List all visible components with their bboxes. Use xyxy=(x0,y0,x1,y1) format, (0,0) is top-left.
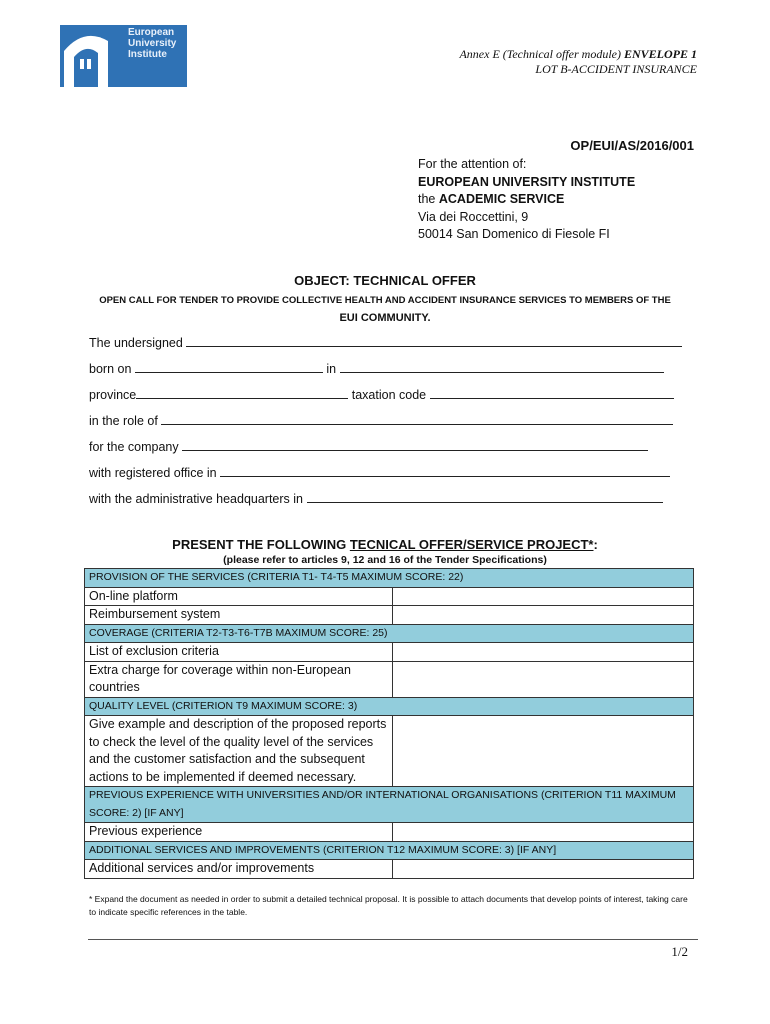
section-header: COVERAGE (CRITERIA T2-T3-T6-T7B MAXIMUM SCORE: 25) xyxy=(85,624,694,643)
row-label: List of exclusion criteria xyxy=(85,643,393,662)
row-label: Give example and description of the proposed reports to check the level of the quality level of the services and the customer satisfaction and the subsequent actions to be implemented if deemed necessary. xyxy=(85,716,393,787)
table-row xyxy=(85,587,694,606)
institution-name: EUROPEAN UNIVERSITY INSTITUTE xyxy=(418,174,636,189)
annex-envelope: ENVELOPE 1 xyxy=(623,47,697,61)
attention-line: For the attention of: xyxy=(418,157,527,171)
response-cell[interactable] xyxy=(393,587,694,606)
object-title: OBJECT: TECHNICAL OFFER xyxy=(294,273,476,288)
page-number: 1/2 xyxy=(671,944,688,959)
eui-logo xyxy=(60,25,187,87)
admin-hq-line: with the administrative headquarters in xyxy=(89,490,663,506)
technical-offer-table xyxy=(84,568,694,879)
footer-rule xyxy=(88,939,698,940)
present-heading: PRESENT THE FOLLOWING TECNICAL OFFER/SERVICE PROJECT*: xyxy=(172,537,598,552)
birth-date-field[interactable] xyxy=(135,360,323,373)
street-line: Via dei Roccettini, 9 xyxy=(418,209,529,224)
taxation-code-field[interactable] xyxy=(430,386,674,399)
role-line: in the role of xyxy=(89,412,673,428)
section-header-row xyxy=(85,787,694,823)
role-field[interactable] xyxy=(161,412,673,425)
row-label: Reimbursement system xyxy=(85,606,393,625)
row-label: On-line platform xyxy=(85,587,393,606)
section-header-row xyxy=(85,624,694,643)
undersigned-line: The undersigned xyxy=(89,334,682,350)
response-cell[interactable] xyxy=(393,643,694,662)
row-label: Additional services and/or improvements xyxy=(85,860,393,879)
present-note: (please refer to articles 9, 12 and 16 of the Tender Specifications) xyxy=(223,554,547,566)
undersigned-field[interactable] xyxy=(186,334,682,347)
table-row xyxy=(85,606,694,625)
section-header: ADDITIONAL SERVICES AND IMPROVEMENTS (CRITERION T12 MAXIMUM SCORE: 3) [IF ANY] xyxy=(85,841,694,860)
response-cell[interactable] xyxy=(393,606,694,625)
province-line: province taxation code xyxy=(89,386,674,402)
eui-building-logo-icon xyxy=(64,31,122,87)
table-row xyxy=(85,823,694,842)
birth-place-field[interactable] xyxy=(340,360,664,373)
section-header-row xyxy=(85,697,694,716)
service-line: the ACADEMIC SERVICE xyxy=(418,192,565,206)
footnote: * Expand the document as needed in order to submit a detailed technical proposal. It is possible to attach documents that develop points of interest, taking care to indicate specific references in the table. xyxy=(89,894,688,917)
response-cell[interactable] xyxy=(393,661,694,697)
registered-office-line: with registered office in xyxy=(89,464,670,480)
company-line: for the company xyxy=(89,438,648,454)
response-cell[interactable] xyxy=(393,860,694,879)
address-block xyxy=(418,156,635,244)
registered-office-field[interactable] xyxy=(220,464,670,477)
section-header: PROVISION OF THE SERVICES (CRITERIA T1- T4-T5 MAXIMUM SCORE: 22) xyxy=(85,569,694,588)
lot-title: LOT B-ACCIDENT INSURANCE xyxy=(535,62,697,76)
city-line: 50014 San Domenico di Fiesole FI xyxy=(418,227,610,241)
province-field[interactable] xyxy=(136,386,348,399)
annex-prefix: Annex E (Technical offer module) xyxy=(459,47,624,61)
table-row xyxy=(85,860,694,879)
row-label: Extra charge for coverage within non-European countries xyxy=(85,661,393,697)
company-field[interactable] xyxy=(182,438,648,451)
row-label: Previous experience xyxy=(85,823,393,842)
reference-number: OP/EUI/AS/2016/001 xyxy=(570,138,694,153)
birth-line: born on in xyxy=(89,360,664,376)
object-subtitle-line2: EUI COMMUNITY. xyxy=(339,312,431,324)
table-row xyxy=(85,643,694,662)
table-row xyxy=(85,716,694,787)
table-row xyxy=(85,661,694,697)
section-header-row xyxy=(85,569,694,588)
section-header: PREVIOUS EXPERIENCE WITH UNIVERSITIES AND/OR INTERNATIONAL ORGANISATIONS (CRITERION T11 MAXIMUM SCORE: 2) [IF ANY] xyxy=(85,787,694,823)
logo-wordmark: European University Institute xyxy=(128,27,177,60)
section-header-row xyxy=(85,841,694,860)
response-cell[interactable] xyxy=(393,716,694,787)
response-cell[interactable] xyxy=(393,823,694,842)
object-subtitle-line1: OPEN CALL FOR TENDER TO PROVIDE COLLECTIVE HEALTH AND ACCIDENT INSURANCE SERVICES TO MEMBERS OF THE xyxy=(99,295,671,306)
section-header: QUALITY LEVEL (CRITERION T9 MAXIMUM SCORE: 3) xyxy=(85,697,694,716)
admin-hq-field[interactable] xyxy=(307,490,663,503)
annex-title xyxy=(400,47,697,62)
